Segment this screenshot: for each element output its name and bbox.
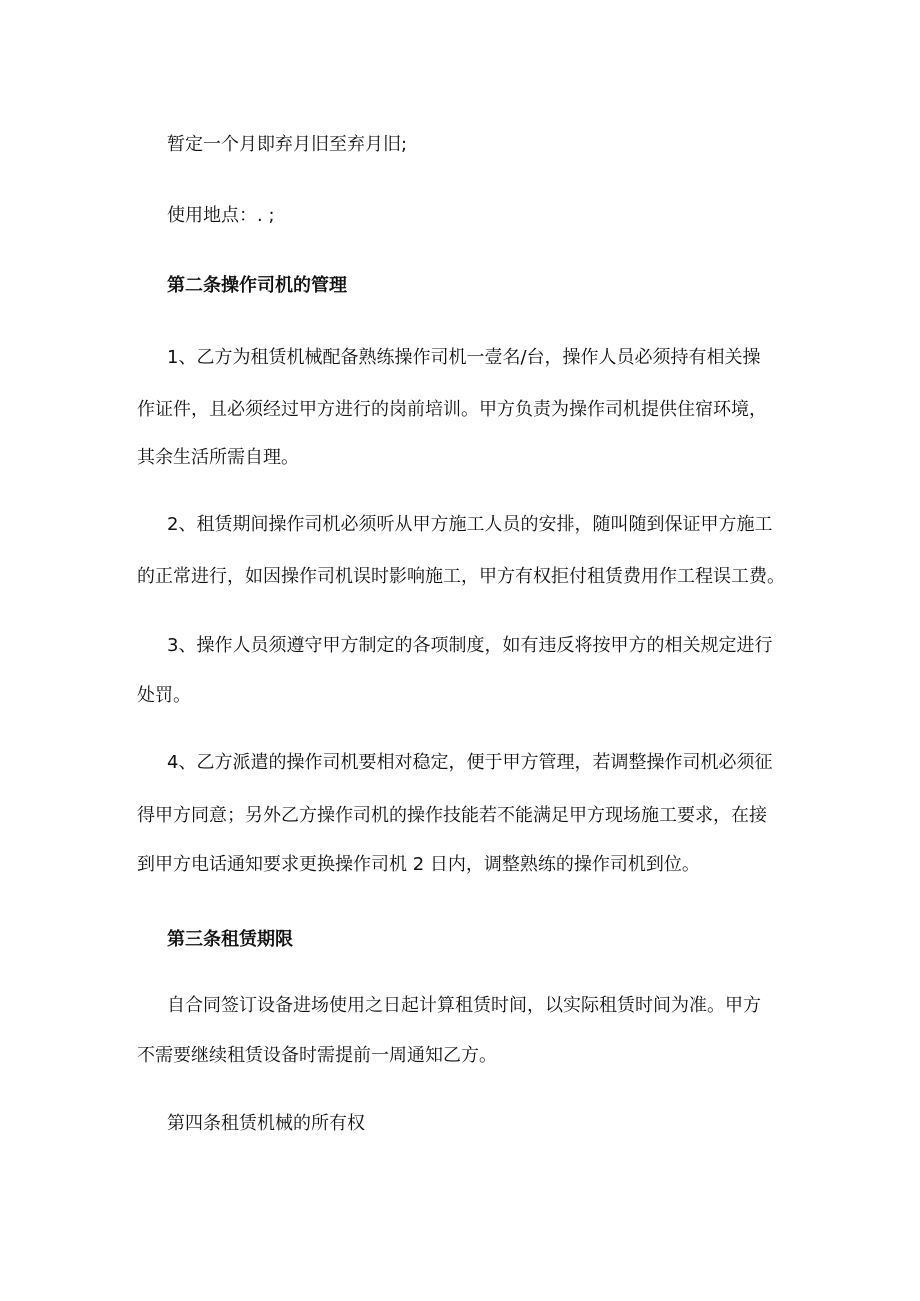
article-3-line-2: 不需要继续租赁设备时需提前一周通知乙方。 — [137, 1045, 497, 1066]
article-2-item-1-line-2: 作证件，且必须经过甲方进行的岗前培训。甲方负责为操作司机提供住宿环境， — [137, 399, 767, 420]
article-3-line-1: 自合同签订设备进场使用之日起计算租赁时间，以实际租赁时间为准。甲方 — [167, 995, 761, 1016]
article-2-item-3-line-1: 3、操作人员须遵守甲方制定的各项制度，如有违反将按甲方的相关规定进行 — [167, 635, 773, 656]
article-2-item-1-line-3: 其余生活所需自理。 — [137, 447, 299, 468]
article-3-heading: 第三条租赁期限 — [167, 929, 293, 950]
article-4-heading: 第四条租赁机械的所有权 — [167, 1113, 365, 1134]
article-2-item-2-line-1: 2、租赁期间操作司机必须听从甲方施工人员的安排，随叫随到保证甲方施工 — [167, 514, 773, 535]
article-2-item-2-line-2: 的正常进行，如因操作司机误时影响施工，甲方有权拒付租赁费用作工程误工费。 — [137, 566, 785, 587]
article-2-item-4-line-3: 到甲方电话通知要求更换操作司机 2 日内，调整熟练的操作司机到位。 — [137, 854, 700, 875]
usage-location-line: 使用地点：. ; — [167, 205, 275, 226]
article-2-item-1-line-1: 1、乙方为租赁机械配备熟练操作司机一壹名/台，操作人员必须持有相关操 — [167, 347, 761, 368]
article-2-heading: 第二条操作司机的管理 — [167, 275, 347, 296]
article-2-item-3-line-2: 处罚。 — [137, 685, 191, 706]
article-2-item-4-line-1: 4、乙方派遣的操作司机要相对稳定，便于甲方管理，若调整操作司机必须征 — [167, 752, 773, 773]
article-2-item-4-line-2: 得甲方同意；另外乙方操作司机的操作技能若不能满足甲方现场施工要求，在接 — [137, 805, 767, 826]
rental-period-line: 暂定一个月即弃月旧至弃月旧; — [167, 134, 408, 155]
